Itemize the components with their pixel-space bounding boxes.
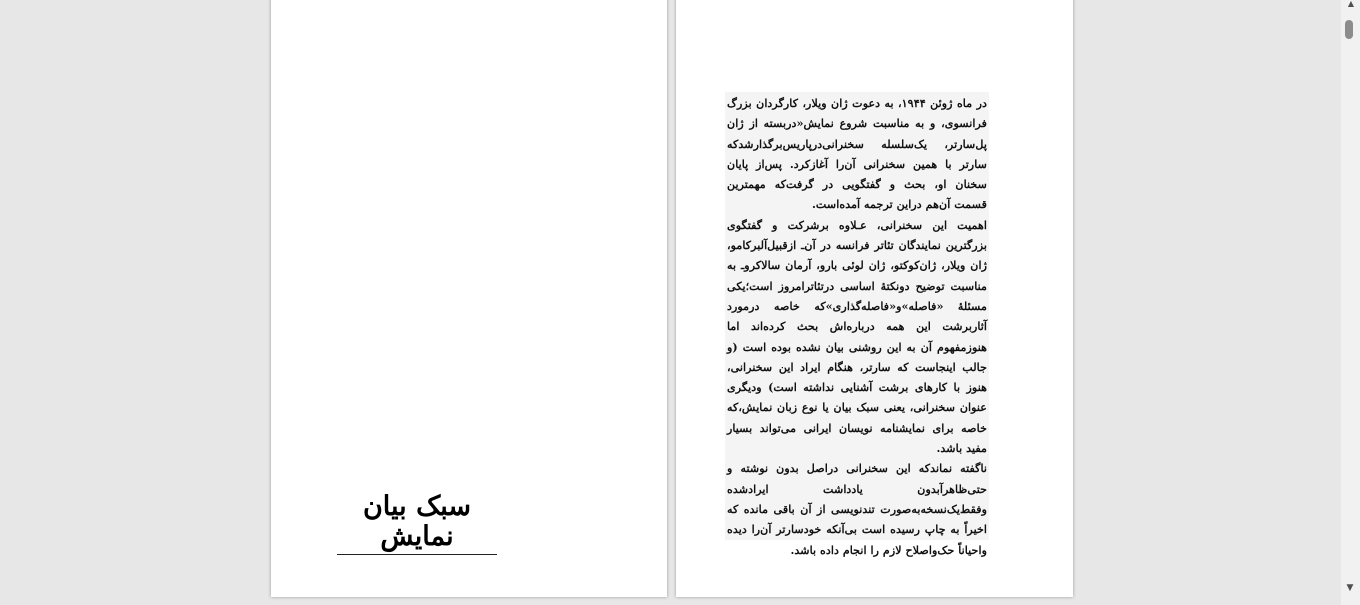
page-right [676,0,1073,597]
page-title: سبک بیان نمایش [337,492,497,555]
vertical-scrollbar[interactable] [1341,0,1360,605]
scroll-up-arrow-icon[interactable]: ▲ [1347,0,1355,8]
paragraph-2: اهمیت این سخنرانی، عـلاوه برشرکت و گفتگوی بزرگترین نمایندگان تئاتر فرانسه در آن‌ـ ازقبیل‌آلبرکامو، ژان ویلار، ژان‌کوکتو، ژان لوئی بارو، آرمان سالاکروـ به مناسبت توضیح دونکتهٔ اساسی درتئاترامروز است؛یکی مسئلهٔ «فاصله»و«فاصله‌گذاری»که خاصه درمورد آثاربرشت این همه درباره‌اش بحث کرده‌اند اما هنوزمفهوم آن به این روشنی بیان نشده بوده است (و جالب اینجاست که سارتر، هنگام ایراد این سخنرانی، هنوز با کارهای برشت آشنایی نداشته است) ودیگری عنوان سخنرانی، یعنی سبک بیان یا نوع زبان نمایش،که خاصه برای نمایشنامه نویسان ایرانی می‌تواند بسیار مفید باشد. [727,217,987,456]
document-viewer [3,0,1341,603]
scanned-text-block [725,92,989,557]
page-left [271,0,667,597]
paragraph-1: در ماه ژوئن ۱۹۴۴، به دعوت ژان ویلار، کارگردان بزرگ فرانسوی، و به مناسبت شروع نمایش«دربسته از ژان پل‌سارتر، یک‌سلسله سخنرانی‌درپاریس‌برگذارشدکه سارتر با همین سخنرانی آن‌را آغازکرد. پس‌از پایان سخنان او، بحث و گفتگویی در گرفت‌که مهمترین قسمت آن‌هم دراین ترجمه آمده‌است. [727,96,987,212]
scrollbar-thumb[interactable] [1345,20,1353,39]
paragraph-3: ناگفته نماندکه این سخنرانی دراصل بدون نوشته و حتی‌ظاهرآبدون یادداشت ایرادشده وفقط‌یک‌نسخه‌به‌صورت تندنویسی از آن باقی مانده که اخیراً به چاپ رسیده است بی‌آنکه خودسارتر آن‌را دیده واحیاناً حک‌واصلاح لازم را انجام داده باشد. [727,461,987,557]
scroll-down-arrow-icon[interactable]: ▼ [1346,583,1354,593]
